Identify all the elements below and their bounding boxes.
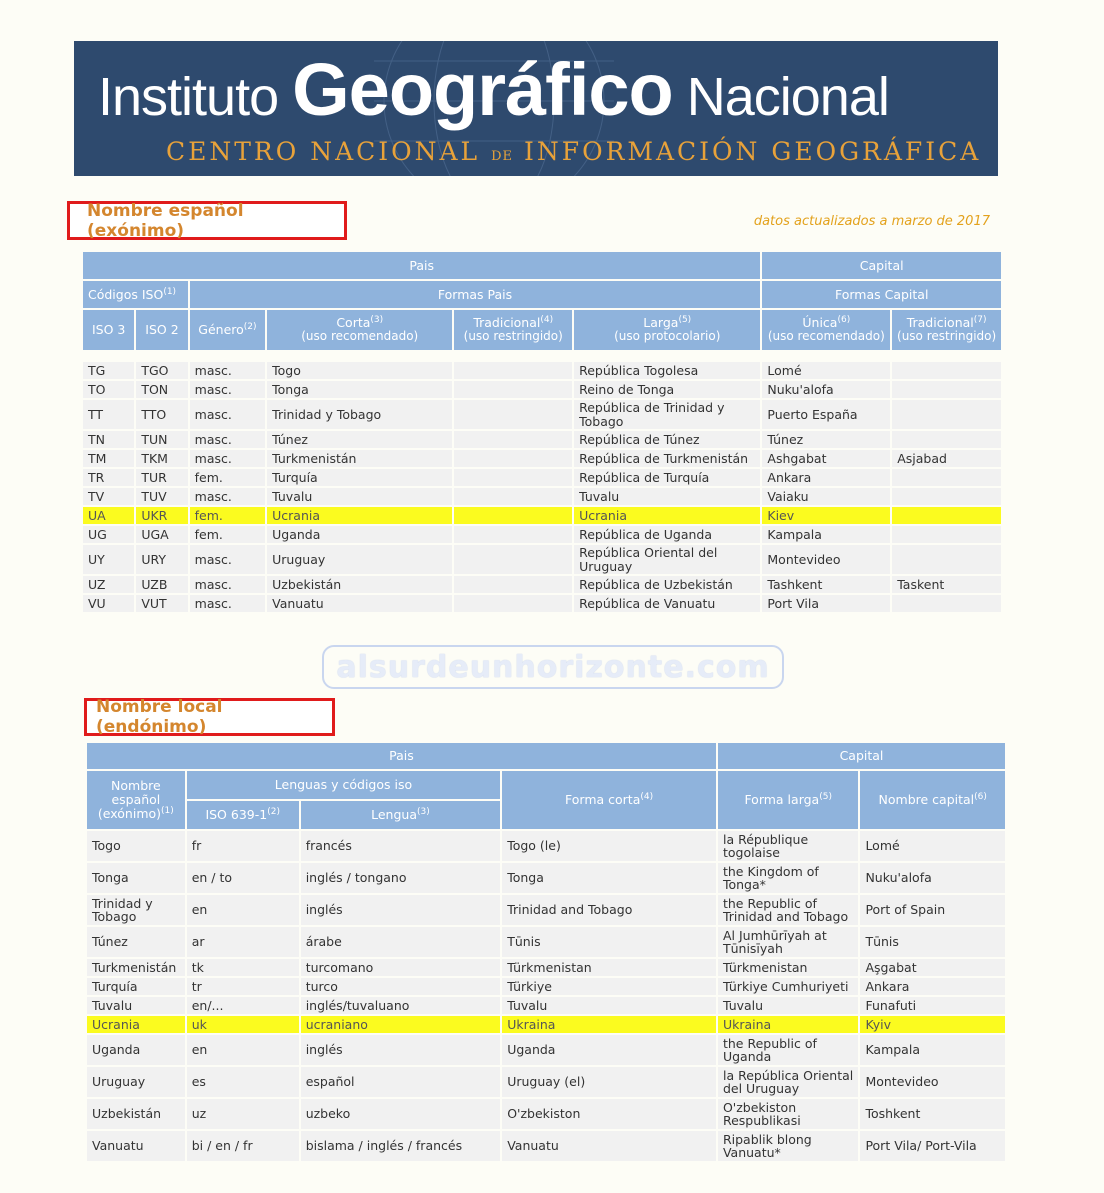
table-cell: Ripablik blong Vanuatu* (718, 1131, 858, 1161)
header-formas-pais: Formas Pais (190, 281, 761, 308)
table-cell: tk (187, 959, 299, 976)
table-cell: TR (83, 469, 134, 486)
table-cell: uz (187, 1099, 299, 1129)
header-unica: Única$^{(6)}$ (uso recomendado) (762, 310, 890, 350)
table-cell: en/... (187, 997, 299, 1014)
table-cell: TV (83, 488, 134, 505)
table-cell: masc. (190, 450, 265, 467)
table-cell: fr (187, 831, 299, 861)
table-cell: Ukraina (502, 1016, 716, 1033)
table-cell (892, 488, 1001, 505)
table-row (83, 507, 1001, 524)
table-cell: Puerto España (762, 400, 890, 429)
table-cell: Nuku'alofa (860, 863, 1005, 893)
table-cell (892, 469, 1001, 486)
table-cell (454, 450, 572, 467)
table-cell: TG (83, 362, 134, 379)
header-pais: Pais (83, 252, 760, 279)
table-cell: Togo (le) (502, 831, 716, 861)
table-cell: tr (187, 978, 299, 995)
endonym-section-title (84, 698, 335, 736)
table-row (87, 978, 1005, 995)
table-cell: TUV (136, 488, 187, 505)
table-cell: ar (187, 927, 299, 957)
table-cell: Tuvalu (574, 488, 760, 505)
table-cell: Ucrania (87, 1016, 185, 1033)
table-cell: Turkmenistán (87, 959, 185, 976)
header-corta: Corta$^{(3)}$ (uso recomendado) (267, 310, 452, 350)
table-cell (892, 381, 1001, 398)
table-cell: la République togolaise (718, 831, 858, 861)
table-cell: República de Uganda (574, 526, 760, 543)
table-cell: Türkiye (502, 978, 716, 995)
table-cell: Port of Spain (860, 895, 1005, 925)
table-cell: TUN (136, 431, 187, 448)
table-cell: Trinidad y Tobago (267, 400, 452, 429)
header-genero: Género$^{(2)}$ (190, 310, 265, 350)
header-pais: Pais (87, 743, 716, 769)
table-row (83, 381, 1001, 398)
table-cell: español (301, 1067, 501, 1097)
table-row (83, 488, 1001, 505)
header-capital: Capital (762, 252, 1001, 279)
table-cell: the Republic of Trinidad and Tobago (718, 895, 858, 925)
table-cell: Uzbekistán (267, 576, 452, 593)
header-larga: Larga$^{(5)}$ (uso protocolario) (574, 310, 760, 350)
table-cell: República Togolesa (574, 362, 760, 379)
header-iso3: ISO 3 (83, 310, 134, 350)
table-cell: VU (83, 595, 134, 612)
header-tradicional: Tradicional$^{(4)}$ (uso restringido) (454, 310, 572, 350)
table-cell: Trinidad and Tobago (502, 895, 716, 925)
table-cell: Uganda (267, 526, 452, 543)
table-cell: turcomano (301, 959, 501, 976)
table-row (87, 1131, 1005, 1161)
table-cell: Uruguay (87, 1067, 185, 1097)
table-cell: Lomé (860, 831, 1005, 861)
table-row (87, 997, 1005, 1014)
table-cell: Ucrania (574, 507, 760, 524)
table-cell: fem. (190, 507, 265, 524)
table-cell: Túnez (87, 927, 185, 957)
ign-banner (74, 41, 998, 176)
table-cell: UKR (136, 507, 187, 524)
table-cell: Togo (87, 831, 185, 861)
table-cell: República de Uzbekistán (574, 576, 760, 593)
table-cell: the Kingdom of Tonga* (718, 863, 858, 893)
table-cell: Türkiye Cumhuriyeti (718, 978, 858, 995)
table-cell (454, 362, 572, 379)
table-cell: en / to (187, 863, 299, 893)
table-cell (892, 507, 1001, 524)
table-row (87, 863, 1005, 893)
header-lenguas: Lenguas y códigos iso (187, 771, 500, 799)
table-cell: TGO (136, 362, 187, 379)
table-cell: Túnez (267, 431, 452, 448)
table-cell (454, 545, 572, 574)
table-cell: Kampala (762, 526, 890, 543)
table-cell: masc. (190, 400, 265, 429)
table-cell: Kiev (762, 507, 890, 524)
header-nombre-espanol: Nombre español (exónimo)$^{(1)}$ (87, 771, 185, 829)
table-cell: Al Jumhūrīyah at Tūnisīyah (718, 927, 858, 957)
table-cell: TTO (136, 400, 187, 429)
table-cell: Tūnis (502, 927, 716, 957)
header-iso639: ISO 639-1$^{(2)}$ (187, 801, 299, 829)
table-row (83, 576, 1001, 593)
table-cell: Vanuatu (87, 1131, 185, 1161)
table-row (83, 469, 1001, 486)
table-cell (454, 400, 572, 429)
table-cell: Port Vila/ Port-Vila (860, 1131, 1005, 1161)
header-forma-larga: Forma larga$^{(5)}$ (718, 771, 858, 829)
banner-title-nacional: Nacional (672, 67, 889, 127)
table-cell: República de Vanuatu (574, 595, 760, 612)
table-cell: en (187, 895, 299, 925)
table-cell: Port Vila (762, 595, 890, 612)
table-row (87, 1099, 1005, 1129)
table-cell: República de Túnez (574, 431, 760, 448)
table-cell: Ankara (860, 978, 1005, 995)
table-row (83, 526, 1001, 543)
banner-subtitle (166, 137, 981, 166)
table-cell: Ukraina (718, 1016, 858, 1033)
header-nombre-capital: Nombre capital$^{(6)}$ (860, 771, 1005, 829)
table-cell (892, 595, 1001, 612)
table-cell: TUR (136, 469, 187, 486)
table-cell: Toshkent (860, 1099, 1005, 1129)
table-row (87, 927, 1005, 957)
table-cell: Tashkent (762, 576, 890, 593)
table-cell: Tonga (87, 863, 185, 893)
banner-subtitle-part1: CENTRO NACIONAL (166, 137, 492, 166)
header-codigos-iso: Códigos ISO$^{(1)}$ (83, 281, 188, 308)
table-cell: Kyiv (860, 1016, 1005, 1033)
table-cell: Uruguay (el) (502, 1067, 716, 1097)
table-cell: República de Trinidad y Tobago (574, 400, 760, 429)
table-cell: inglés (301, 895, 501, 925)
table-cell: Turquía (87, 978, 185, 995)
table-cell: TM (83, 450, 134, 467)
table-cell: turco (301, 978, 501, 995)
table-cell: República Oriental del Uruguay (574, 545, 760, 574)
table-cell (454, 576, 572, 593)
table-cell: Vaiaku (762, 488, 890, 505)
watermark: alsurdeunhorizonte.com (322, 645, 784, 689)
table-cell: Kampala (860, 1035, 1005, 1065)
table-cell: the Republic of Uganda (718, 1035, 858, 1065)
table-cell: Lomé (762, 362, 890, 379)
table-cell: Túnez (762, 431, 890, 448)
table-cell (892, 362, 1001, 379)
banner-title (98, 47, 889, 132)
table-cell: Tuvalu (267, 488, 452, 505)
table-cell: Taskent (892, 576, 1001, 593)
endonym-table-body (87, 831, 1005, 1161)
table-cell: VUT (136, 595, 187, 612)
table-cell: francés (301, 831, 501, 861)
table-cell: UZB (136, 576, 187, 593)
table-cell: Turquía (267, 469, 452, 486)
table-cell: Aşgabat (860, 959, 1005, 976)
header-formas-capital: Formas Capital (762, 281, 1001, 308)
table-cell: TT (83, 400, 134, 429)
table-cell (454, 595, 572, 612)
table-cell: inglés (301, 1035, 501, 1065)
table-cell: Tonga (267, 381, 452, 398)
header-capital: Capital (718, 743, 1005, 769)
table-cell: fem. (190, 469, 265, 486)
table-cell (454, 469, 572, 486)
table-row (83, 431, 1001, 448)
table-row (87, 831, 1005, 861)
table-cell: UY (83, 545, 134, 574)
banner-title-instituto: Instituto (98, 67, 293, 127)
table-cell: Turkmenistán (267, 450, 452, 467)
header-lengua: Lengua$^{(3)}$ (301, 801, 501, 829)
table-cell: TO (83, 381, 134, 398)
table-cell: fem. (190, 526, 265, 543)
table-cell (892, 526, 1001, 543)
header-cap-tradicional: Tradicional$^{(7)}$ (uso restringido) (892, 310, 1001, 350)
table-cell (454, 488, 572, 505)
banner-title-geografico: Geográfico (292, 48, 673, 131)
endonym-table (85, 741, 1007, 1163)
table-cell: Trinidad y Tobago (87, 895, 185, 925)
table-cell: Türkmenistan (718, 959, 858, 976)
header-forma-corta: Forma corta$^{(4)}$ (502, 771, 716, 829)
table-cell: TKM (136, 450, 187, 467)
table-cell: O'zbekiston (502, 1099, 716, 1129)
table-row (83, 595, 1001, 612)
exonym-table (81, 250, 1003, 614)
table-cell: ucraniano (301, 1016, 501, 1033)
table-cell: República de Turkmenistán (574, 450, 760, 467)
table-cell: TN (83, 431, 134, 448)
table-cell: Togo (267, 362, 452, 379)
table-row (83, 545, 1001, 574)
table-row (83, 400, 1001, 429)
table-cell (892, 431, 1001, 448)
table-cell: es (187, 1067, 299, 1097)
table-row (87, 895, 1005, 925)
endonym-section-title-text: Nombre local (endónimo) (96, 697, 223, 737)
table-cell: Montevideo (860, 1067, 1005, 1097)
table-cell (454, 431, 572, 448)
table-cell: Vanuatu (502, 1131, 716, 1161)
table-cell: masc. (190, 576, 265, 593)
table-row (87, 1035, 1005, 1065)
table-cell: UGA (136, 526, 187, 543)
table-cell (892, 545, 1001, 574)
table-cell: masc. (190, 381, 265, 398)
table-cell: uzbeko (301, 1099, 501, 1129)
header-iso2: ISO 2 (136, 310, 187, 350)
table-cell: masc. (190, 545, 265, 574)
table-cell (454, 526, 572, 543)
exonym-section-title (67, 201, 347, 240)
table-cell: masc. (190, 431, 265, 448)
table-cell (454, 381, 572, 398)
table-cell: Tuvalu (87, 997, 185, 1014)
table-cell: Tuvalu (718, 997, 858, 1014)
table-cell: bislama / inglés / francés (301, 1131, 501, 1161)
table-cell: inglés/tuvaluano (301, 997, 501, 1014)
banner-subtitle-de: DE (491, 149, 514, 164)
table-cell: República de Turquía (574, 469, 760, 486)
table-cell: masc. (190, 595, 265, 612)
table-cell: Vanuatu (267, 595, 452, 612)
table-cell: Tuvalu (502, 997, 716, 1014)
table-cell: Tūnis (860, 927, 1005, 957)
table-cell: árabe (301, 927, 501, 957)
table-row (87, 959, 1005, 976)
table-row (87, 1016, 1005, 1033)
table-cell: Uzbekistán (87, 1099, 185, 1129)
table-cell (454, 507, 572, 524)
table-cell: O'zbekiston Respublikasi (718, 1099, 858, 1129)
table-cell: UA (83, 507, 134, 524)
table-cell: bi / en / fr (187, 1131, 299, 1161)
table-cell: inglés / tongano (301, 863, 501, 893)
table-row (83, 450, 1001, 467)
table-cell: Uruguay (267, 545, 452, 574)
table-cell: uk (187, 1016, 299, 1033)
table-cell: Tonga (502, 863, 716, 893)
table-cell: Ankara (762, 469, 890, 486)
table-cell: en (187, 1035, 299, 1065)
table-cell: la República Oriental del Uruguay (718, 1067, 858, 1097)
table-cell: masc. (190, 488, 265, 505)
table-cell: Ucrania (267, 507, 452, 524)
table-cell: UG (83, 526, 134, 543)
exonym-section-title-text: Nombre español (exónimo) (87, 200, 244, 241)
exonym-table-body (83, 352, 1001, 612)
table-cell: Reino de Tonga (574, 381, 760, 398)
table-cell: Ashgabat (762, 450, 890, 467)
table-cell: TON (136, 381, 187, 398)
table-cell: Türkmenistan (502, 959, 716, 976)
table-row (83, 362, 1001, 379)
table-cell: Asjabad (892, 450, 1001, 467)
banner-subtitle-part2: INFORMACIÓN GEOGRÁFICA (513, 137, 982, 166)
table-cell: Funafuti (860, 997, 1005, 1014)
table-cell: Uganda (502, 1035, 716, 1065)
table-cell: Uganda (87, 1035, 185, 1065)
table-cell (892, 400, 1001, 429)
table-cell: masc. (190, 362, 265, 379)
table-row (87, 1067, 1005, 1097)
table-cell: Nuku'alofa (762, 381, 890, 398)
table-cell: URY (136, 545, 187, 574)
updated-note: datos actualizados a marzo de 2017 (753, 214, 990, 229)
table-cell: UZ (83, 576, 134, 593)
table-cell: Montevideo (762, 545, 890, 574)
